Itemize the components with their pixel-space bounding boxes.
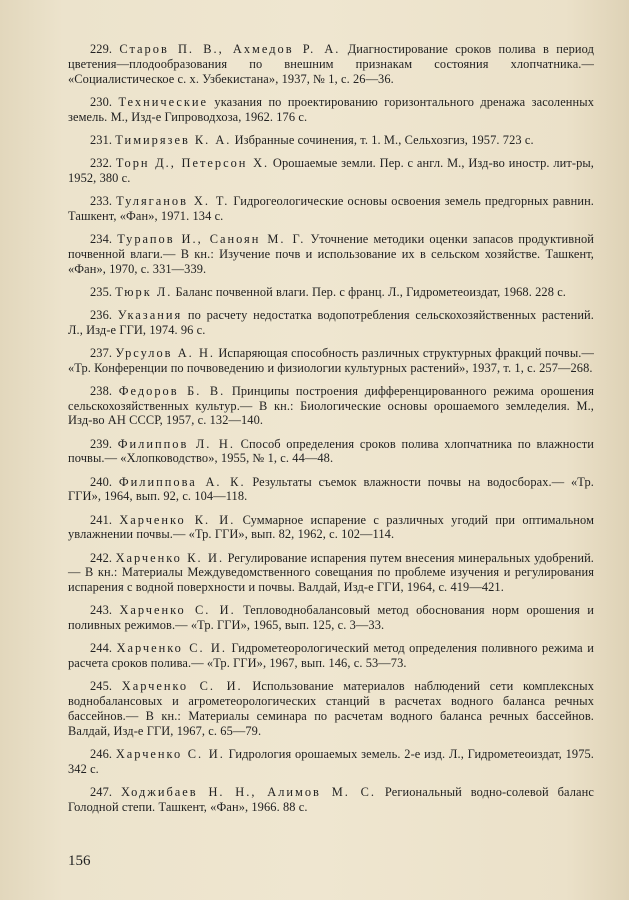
reference-text: Тепловоднобалансовый метод обоснования норм орошения и поливных режимов.— «Тр. ГГИ», 1965, вып. 125, с. 3—33. (68, 603, 594, 633)
reference-entry (68, 285, 594, 300)
reference-entry (68, 513, 594, 543)
reference-entry (68, 551, 594, 595)
reference-authors: Турапов И., Саноян М. Г. (117, 231, 306, 246)
reference-text: Избранные сочинения, т. 1. М., Сельхозгиз, 1957. 723 с. (231, 132, 534, 147)
reference-text: Использование материалов наблюдений сети комплексных воднобалансовых и агрометеорологических станций в расчетах водного баланса речных бассейнов.— В кн.: Материалы семинара по расчетам водного баланса речных бассейнов. Валдай, Изд-е ГГИ, 1967, с. 65—79. (68, 679, 595, 738)
reference-entry (68, 785, 594, 815)
reference-entry (68, 95, 594, 125)
reference-number: 235. (90, 284, 113, 299)
reference-entry (68, 346, 594, 376)
reference-authors: Тюрк Л. (115, 284, 173, 299)
reference-number: 247. (90, 784, 113, 799)
reference-text: Гидрогеологические основы освоения земель предгорных равнин. Ташкент, «Фан», 1971. 134 с. (68, 193, 594, 223)
reference-number: 230. (90, 94, 113, 109)
reference-number: 239. (90, 436, 113, 451)
reference-text: указания по проектированию горизонтального дренажа засоленных земель. М., Изд-е Гипроводхоза, 1962. 176 с. (68, 94, 594, 124)
reference-number: 233. (90, 193, 113, 208)
reference-authors: Харченко С. И. (121, 679, 243, 694)
reference-number: 244. (90, 641, 113, 656)
reference-number: 231. (90, 132, 113, 147)
reference-authors: Федоров Б. В. (118, 383, 226, 398)
reference-entry (68, 475, 594, 505)
reference-number: 232. (90, 155, 113, 170)
reference-text: Способ определения сроков полива хлопчатника по влажности почвы.— «Хлопководство», 1955, № 1, с. 44—48. (68, 436, 594, 466)
reference-authors: Харченко С. И. (116, 641, 227, 656)
page-number: 156 (68, 853, 91, 869)
reference-entry (68, 308, 594, 338)
reference-number: 229. (90, 42, 113, 56)
reference-number: 243. (90, 603, 113, 618)
reference-entry (68, 603, 594, 633)
reference-entry (68, 194, 594, 224)
reference-authors: Тимирязев К. А. (115, 132, 232, 147)
reference-entry (68, 133, 594, 148)
reference-number: 236. (90, 307, 113, 322)
reference-authors: Торн Д., Петерсон Х. (115, 155, 270, 170)
reference-text: Регулирование испарения путем внесения минеральных удобрений.— В кн.: Материалы Междуведомственного совещания по проблеме изучения и регулирования испарения с водной поверхности и почвы. Валдай, Изд-е ГГИ, 1964, с. 419—421. (68, 550, 594, 595)
reference-number: 246. (90, 746, 113, 761)
reference-authors: Харченко К. И. (115, 550, 225, 565)
reference-authors: Филиппова А. К. (118, 474, 246, 489)
reference-authors: Харченко К. И. (119, 512, 236, 527)
reference-authors: Харченко С. И. (119, 603, 236, 618)
reference-authors: Ходжибаев Н. Н., Алимов М. С. (121, 784, 376, 799)
reference-authors: Технические (118, 94, 209, 109)
reference-text: Гидрометеорологический метод определения поливного режима и расчета сроков полива.— «Тр. ГГИ», 1967, вып. 146, с. 53—73. (68, 641, 594, 671)
reference-entry (68, 232, 594, 276)
reference-number: 245. (90, 679, 113, 694)
reference-entry (68, 42, 594, 86)
reference-text: Гидрология орошаемых земель. 2-е изд. Л., Гидрометеоиздат, 1975. 342 с. (68, 746, 594, 776)
reference-text: Результаты съемок влажности почвы на водосборах.— «Тр. ГГИ», 1964, вып. 92, с. 104—118. (68, 474, 594, 504)
reference-number: 238. (90, 383, 113, 398)
reference-text: Принципы построения дифференцированного режима орошения сельскохозяйственных культур.— В кн.: Биологические основы орошаемого земледелия. М., Изд-во АН СССР, 1957, с. 132—140. (68, 383, 595, 428)
reference-entry (68, 679, 594, 738)
reference-authors: Филиппов Л. Н. (117, 436, 235, 451)
reference-authors: Урсулов А. Н. (115, 345, 216, 360)
reference-text: Баланс почвенной влаги. Пер. с франц. Л., Гидрометеоиздат, 1968. 228 с. (172, 284, 567, 299)
reference-authors: Харченко С. И. (115, 746, 225, 761)
reference-text: Диагностирование сроков полива в период цветения—плодообразования по внешним признакам состояния хлопчатника.— «Социалистическое с. х. Узбекистана», 1937, № 1, с. 26—36. (68, 42, 594, 86)
reference-authors: Туляганов Х. Т. (116, 193, 230, 208)
reference-number: 241. (90, 512, 113, 527)
reference-number: 242. (90, 550, 113, 565)
reference-entry (68, 747, 594, 777)
reference-authors: Указания (117, 307, 183, 322)
reference-text: по расчету недостатка водопотребления сельскохозяйственных растений. Л., Изд-е ГГИ, 1974. 96 с. (68, 307, 594, 337)
reference-text: Региональный водно-солевой баланс Голодной степи. Ташкент, «Фан», 1966. 88 с. (68, 784, 594, 814)
bibliography-list (68, 42, 594, 823)
reference-number: 240. (90, 474, 113, 489)
reference-text: Суммарное испарение с различных угодий при оптимальном увлажнении почвы.— «Тр. ГГИ», вып. 82, 1962, с. 102—114. (68, 512, 595, 542)
reference-entry (68, 437, 594, 467)
reference-authors: Старов П. В., Ахмедов Р. А. (119, 42, 341, 56)
reference-text: Испаряющая способность различных структурных фракций почвы.— «Тр. Конференции по почвоведению и физиологии культурных растений», 1937, т. 1, с. 257—268. (68, 345, 594, 375)
reference-number: 237. (90, 345, 113, 360)
reference-text: Орошаемые земли. Пер. с англ. М., Изд-во иностр. лит-ры, 1952, 380 с. (68, 155, 595, 185)
reference-entry (68, 156, 594, 186)
reference-entry (68, 641, 594, 671)
reference-number: 234. (90, 231, 113, 246)
reference-entry (68, 384, 594, 428)
reference-text: Уточнение методики оценки запасов продуктивной почвенной влаги.— В кн.: Изучение почв и использование их в сельском хозяйстве. Ташкент, «Фан», 1970, с. 331—339. (68, 231, 594, 276)
